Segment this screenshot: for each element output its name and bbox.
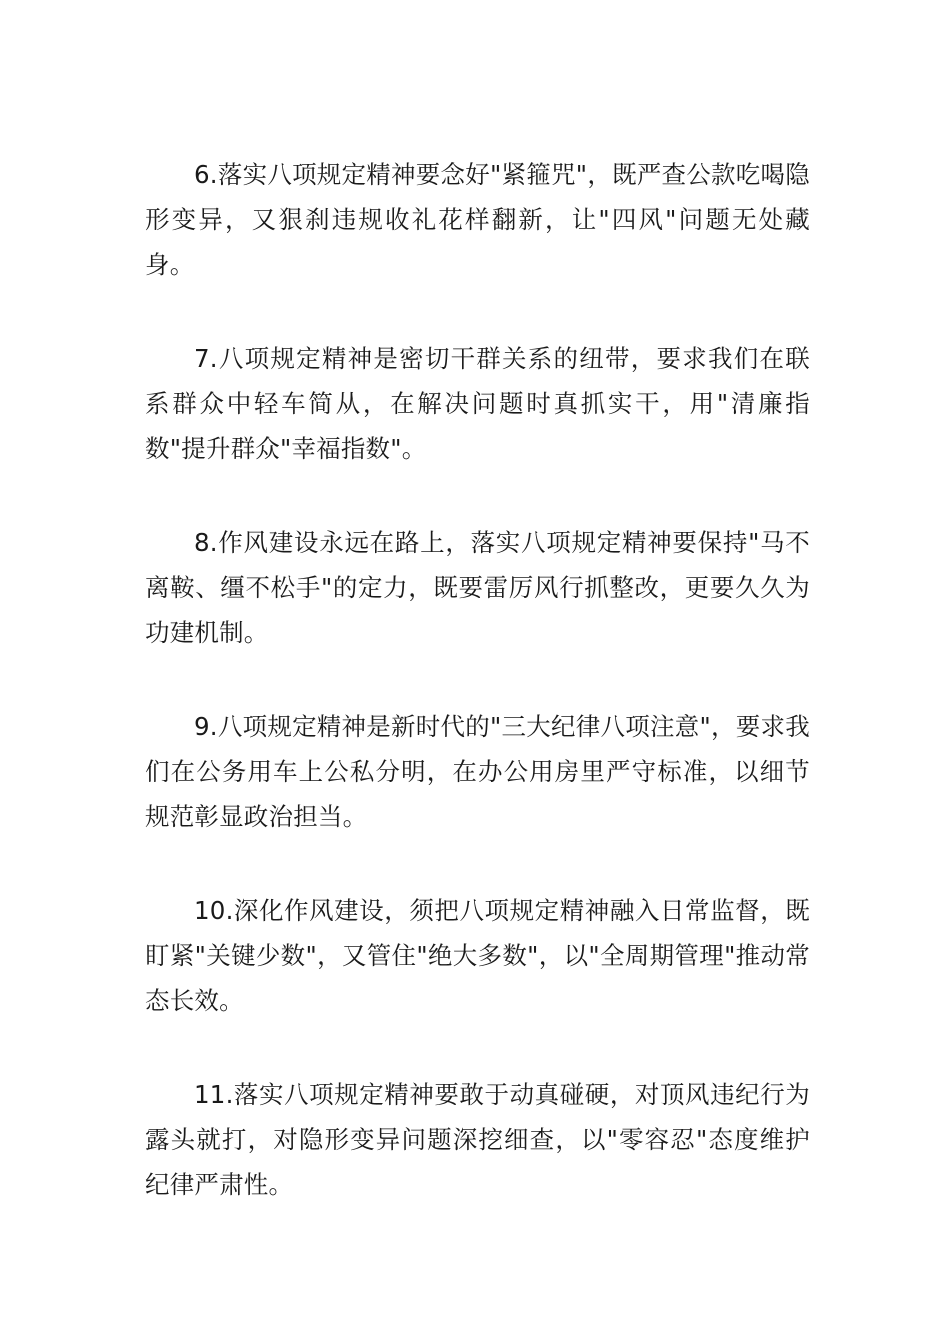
paragraph-9: 9.八项规定精神是新时代的"三大纪律八项注意"，要求我们在公务用车上公私分明，在办公用房里严守标准，以细节规范彰显政治担当。	[145, 712, 810, 831]
document-body	[145, 152, 810, 1256]
paragraph-8: 8.作风建设永远在路上，落实八项规定精神要保持"马不离鞍、缰不松手"的定力，既要雷厉风行抓整改，更要久久为功建机制。	[145, 528, 810, 647]
paragraph-10: 10.深化作风建设，须把八项规定精神融入日常监督，既盯紧"关键少数"，又管住"绝大多数"，以"全周期管理"推动常态长效。	[145, 896, 810, 1015]
paragraph-7: 7.八项规定精神是密切干群关系的纽带，要求我们在联系群众中轻车简从，在解决问题时真抓实干，用"清廉指数"提升群众"幸福指数"。	[145, 344, 810, 463]
paragraph-11: 11.落实八项规定精神要敢于动真碰硬，对顶风违纪行为露头就打，对隐形变异问题深挖细查，以"零容忍"态度维护纪律严肃性。	[145, 1080, 810, 1199]
paragraph-6: 6.落实八项规定精神要念好"紧箍咒"，既严查公款吃喝隐形变异，又狠刹违规收礼花样翻新，让"四风"问题无处藏身。	[145, 160, 810, 279]
